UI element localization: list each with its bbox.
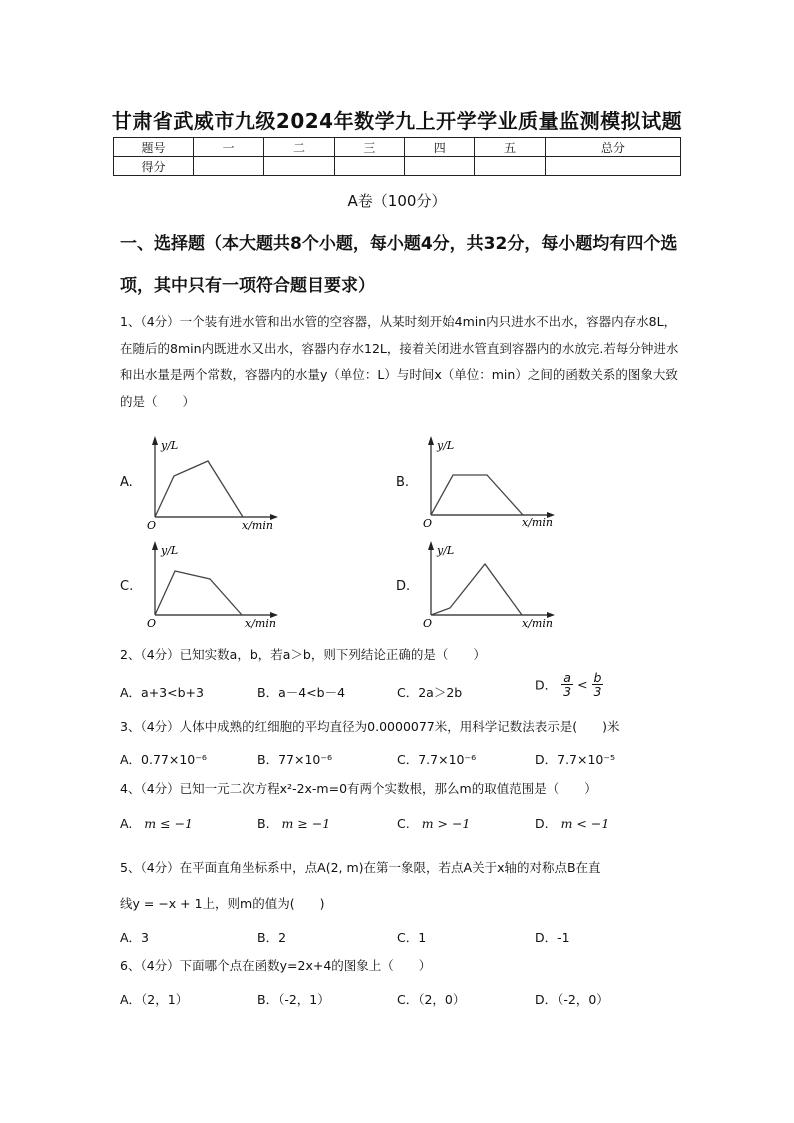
q4-option-a-value: m ≤ −1 xyxy=(144,816,193,831)
q3-option-d: D．7.7×10⁻⁵ xyxy=(535,752,615,767)
x-axis-label: x/min xyxy=(245,617,276,630)
graph-line xyxy=(155,461,243,517)
table-cell: 得分 xyxy=(114,157,194,176)
q2-option-a: A．a+3<b+3 xyxy=(120,685,204,700)
table-cell xyxy=(194,157,264,176)
q4-option-c-value: m > −1 xyxy=(421,816,471,831)
graph-line xyxy=(431,564,522,615)
table-cell xyxy=(334,157,404,176)
q2-option-b: B．a－4<b－4 xyxy=(257,685,346,700)
graph-line xyxy=(155,571,242,615)
q6-option-b: B．（-2，1） xyxy=(257,992,330,1007)
graph-b-label: B. xyxy=(396,475,410,490)
y-axis-arrow xyxy=(152,436,158,445)
q2-option-c: C．2a＞2b xyxy=(397,685,463,700)
question-6-text: 6、（4分）下面哪个点在函数y=2x+4的图象上（ ） xyxy=(120,958,432,973)
denominator: 3 xyxy=(563,684,572,699)
origin-label: O xyxy=(147,617,157,630)
q4-option-b xyxy=(257,816,330,831)
x-axis-label: x/min xyxy=(242,519,273,530)
table-row xyxy=(114,157,681,176)
fraction xyxy=(561,671,573,698)
table-cell xyxy=(475,157,545,176)
table-cell: 一 xyxy=(194,138,264,157)
graph-c xyxy=(142,540,292,635)
q2-option-d-label: D． xyxy=(535,677,558,693)
y-axis-label: y/L xyxy=(437,544,455,557)
graph-d xyxy=(419,540,569,635)
numerator: a xyxy=(561,671,573,685)
y-axis-label: y/L xyxy=(161,544,179,557)
table-cell: 总分 xyxy=(545,138,680,157)
score-table xyxy=(113,137,681,176)
q5-option-a: A．3 xyxy=(120,930,150,945)
q3-option-a: A．0.77×10⁻⁶ xyxy=(120,752,207,767)
question-4-text: 4、（4分）已知一元二次方程x²-2x-m=0有两个实数根，那么m的取值范围是（ ） xyxy=(120,781,597,796)
part1-heading: 一、选择题（本大题共8个小题，每小题4分，共32分，每小题均有四个选项，其中只有一项符合题目要求） xyxy=(120,234,678,296)
q4-option-d xyxy=(535,816,609,831)
question-3-text: 3、（4分）人体中成熟的红细胞的平均直径为0.0000077米，用科学记数法表示是( )米 xyxy=(120,719,620,734)
section-a-heading: A卷（100分） xyxy=(347,192,447,210)
table-row xyxy=(114,138,681,157)
q4-option-d-label: D. xyxy=(535,816,549,831)
q4-option-d-value: m < −1 xyxy=(560,816,610,831)
y-axis-arrow xyxy=(428,436,434,445)
graph-d-label: D. xyxy=(396,579,411,594)
question-5-line-2: 线y = −x + 1上，则m的值为( ) xyxy=(120,896,325,911)
q3-option-c: C．7.7×10⁻⁶ xyxy=(397,752,477,767)
question-5-line-1: 5、（4分）在平面直角坐标系中，点A(2, m)在第一象限，若点A关于x轴的对称点B在直 xyxy=(120,860,601,875)
q4-option-a-label: A. xyxy=(120,816,133,831)
graph-c-label: C. xyxy=(120,579,134,594)
table-cell: 四 xyxy=(405,138,475,157)
q4-option-b-value: m ≥ −1 xyxy=(281,816,331,831)
y-axis-label: y/L xyxy=(437,439,455,452)
q4-option-c xyxy=(397,816,470,831)
numerator: b xyxy=(592,671,604,685)
table-cell xyxy=(264,157,334,176)
graph-a xyxy=(142,435,292,530)
y-axis-arrow xyxy=(152,541,158,550)
q4-option-b-label: B. xyxy=(257,816,270,831)
denominator: 3 xyxy=(593,684,602,699)
q6-option-c: C．（2，0） xyxy=(397,992,466,1007)
q2-option-d xyxy=(535,671,603,698)
x-axis-label: x/min xyxy=(522,617,553,630)
fraction xyxy=(592,671,604,698)
operator: < xyxy=(577,677,588,692)
q4-option-a xyxy=(120,816,193,831)
table-cell: 二 xyxy=(264,138,334,157)
q5-option-d: D．-1 xyxy=(535,930,570,945)
exam-title: 甘肃省武威市九级2024年数学九上开学学业质量监测模拟试题 xyxy=(111,109,683,133)
table-cell xyxy=(405,157,475,176)
graph-b xyxy=(419,435,569,530)
y-axis-label: y/L xyxy=(161,439,179,452)
graph-line xyxy=(431,475,523,515)
graph-a-label: A. xyxy=(120,475,133,490)
q6-option-d: D．（-2，0） xyxy=(535,992,609,1007)
q5-option-c: C．1 xyxy=(397,930,427,945)
q6-option-a: A．（2，1） xyxy=(120,992,189,1007)
q3-option-b: B．77×10⁻⁶ xyxy=(257,752,332,767)
question-2-text: 2、（4分）已知实数a，b，若a＞b，则下列结论正确的是（ ） xyxy=(120,647,486,662)
table-cell xyxy=(545,157,680,176)
q5-option-b: B．2 xyxy=(257,930,287,945)
question-1-text: 1、（4分）一个装有进水管和出水管的空容器，从某时刻开始4min内只进水不出水，容器内存水8L，在随后的8min内既进水又出水，容器内存水12L，接着关闭进水管直到容器内的水放完.若每分钟进水和出水量是两个常数，容器内的水量y（单位：L）与时间x（单位：min）之间的函数关系的图象大致的是（ ） xyxy=(120,314,679,409)
table-cell: 三 xyxy=(334,138,404,157)
y-axis-arrow xyxy=(428,541,434,550)
table-cell: 题号 xyxy=(114,138,194,157)
q4-option-c-label: C. xyxy=(397,816,410,831)
origin-label: O xyxy=(423,617,433,630)
origin-label: O xyxy=(423,517,433,530)
origin-label: O xyxy=(147,519,157,530)
x-axis-label: x/min xyxy=(522,516,553,529)
table-cell: 五 xyxy=(475,138,545,157)
